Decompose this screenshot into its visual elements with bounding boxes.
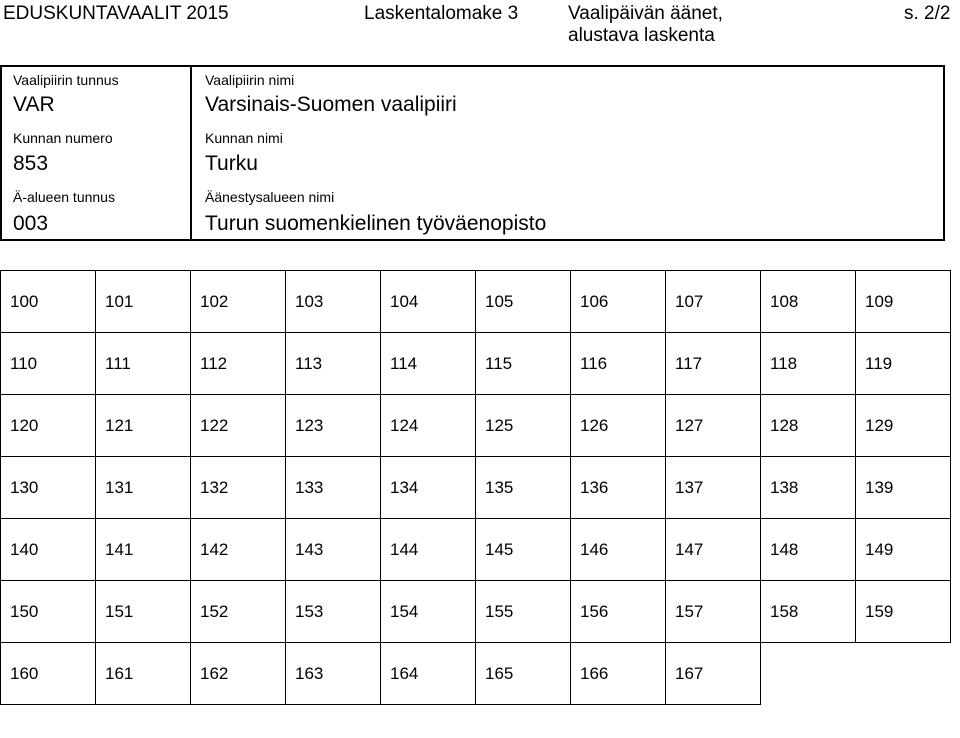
candidate-cell: 166 — [571, 643, 666, 705]
candidate-cell: 125 — [476, 395, 571, 457]
form-description-line2: alustava laskenta — [568, 25, 715, 46]
municipality-number: 853 — [13, 152, 49, 175]
grid-row — [1, 519, 951, 581]
candidate-cell: 118 — [761, 333, 856, 395]
candidate-cell: 137 — [666, 457, 761, 519]
candidate-cell: 102 — [191, 271, 286, 333]
candidate-cell: 165 — [476, 643, 571, 705]
candidate-cell: 105 — [476, 271, 571, 333]
candidate-cell: 141 — [96, 519, 191, 581]
polling-area-name: Turun suomenkielinen työväenopisto — [205, 212, 547, 235]
candidate-cell: 104 — [381, 271, 476, 333]
candidate-cell: 152 — [191, 581, 286, 643]
candidate-cell: 149 — [856, 519, 951, 581]
candidate-cell: 145 — [476, 519, 571, 581]
candidate-cell: 122 — [191, 395, 286, 457]
candidate-cell: 109 — [856, 271, 951, 333]
candidate-cell: 113 — [286, 333, 381, 395]
municipality-name-label: Kunnan nimi — [205, 130, 283, 146]
district-code: VAR — [13, 93, 55, 116]
form-description — [568, 3, 723, 47]
candidate-cell: 116 — [571, 333, 666, 395]
candidate-cell: 131 — [96, 457, 191, 519]
empty-cell — [856, 643, 951, 705]
candidate-cell: 147 — [666, 519, 761, 581]
candidate-cell: 159 — [856, 581, 951, 643]
candidate-cell: 154 — [381, 581, 476, 643]
candidate-cell: 162 — [191, 643, 286, 705]
polling-area-name-label: Äänestysalueen nimi — [205, 189, 335, 205]
candidate-cell: 143 — [286, 519, 381, 581]
candidate-cell: 101 — [96, 271, 191, 333]
candidate-cell: 135 — [476, 457, 571, 519]
candidate-cell: 106 — [571, 271, 666, 333]
candidate-cell: 148 — [761, 519, 856, 581]
candidate-cell: 127 — [666, 395, 761, 457]
election-title: EDUSKUNTAVAALIT 2015 — [3, 3, 229, 24]
candidate-cell: 134 — [381, 457, 476, 519]
candidate-cell: 151 — [96, 581, 191, 643]
candidate-cell: 114 — [381, 333, 476, 395]
grid-row — [1, 395, 951, 457]
district-name: Varsinais-Suomen vaalipiiri — [205, 93, 457, 116]
grid-row — [1, 333, 951, 395]
candidate-cell: 153 — [286, 581, 381, 643]
candidate-cell: 140 — [1, 519, 96, 581]
candidate-cell: 110 — [1, 333, 96, 395]
grid-row — [1, 581, 951, 643]
candidate-cell: 150 — [1, 581, 96, 643]
area-code: 003 — [13, 212, 49, 235]
candidate-cell: 120 — [1, 395, 96, 457]
candidate-cell: 111 — [96, 333, 191, 395]
candidate-cell: 107 — [666, 271, 761, 333]
grid-row — [1, 643, 951, 705]
candidate-cell: 112 — [191, 333, 286, 395]
candidate-cell: 136 — [571, 457, 666, 519]
candidate-cell: 117 — [666, 333, 761, 395]
candidate-cell: 128 — [761, 395, 856, 457]
candidate-cell: 161 — [96, 643, 191, 705]
candidate-cell: 124 — [381, 395, 476, 457]
candidate-cell: 108 — [761, 271, 856, 333]
grid-row — [1, 271, 951, 333]
candidate-cell: 163 — [286, 643, 381, 705]
grid-row — [1, 457, 951, 519]
candidate-cell: 115 — [476, 333, 571, 395]
info-box — [0, 65, 945, 241]
candidate-cell: 126 — [571, 395, 666, 457]
municipality-number-label: Kunnan numero — [13, 130, 113, 146]
area-code-label: Ä-alueen tunnus — [13, 189, 115, 205]
municipality-name: Turku — [205, 152, 258, 175]
candidate-cell: 155 — [476, 581, 571, 643]
candidate-cell: 138 — [761, 457, 856, 519]
info-box-divider — [190, 67, 192, 239]
district-name-label: Vaalipiirin nimi — [205, 72, 295, 88]
form-name: Laskentalomake 3 — [364, 3, 519, 24]
candidate-cell: 144 — [381, 519, 476, 581]
candidate-cell: 103 — [286, 271, 381, 333]
candidate-cell: 123 — [286, 395, 381, 457]
candidate-number-grid — [0, 270, 951, 705]
form-description-line1: Vaalipäivän äänet, — [568, 3, 723, 24]
candidate-cell: 130 — [1, 457, 96, 519]
page-number: s. 2/2 — [904, 3, 951, 24]
candidate-cell: 119 — [856, 333, 951, 395]
district-code-label: Vaalipiirin tunnus — [13, 72, 119, 88]
candidate-cell: 139 — [856, 457, 951, 519]
candidate-cell: 156 — [571, 581, 666, 643]
candidate-cell: 160 — [1, 643, 96, 705]
candidate-cell: 121 — [96, 395, 191, 457]
candidate-cell: 142 — [191, 519, 286, 581]
candidate-cell: 133 — [286, 457, 381, 519]
candidate-cell: 132 — [191, 457, 286, 519]
candidate-cell: 157 — [666, 581, 761, 643]
candidate-cell: 167 — [666, 643, 761, 705]
candidate-cell: 164 — [381, 643, 476, 705]
candidate-cell: 146 — [571, 519, 666, 581]
candidate-cell: 129 — [856, 395, 951, 457]
candidate-cell: 100 — [1, 271, 96, 333]
empty-cell — [761, 643, 856, 705]
candidate-cell: 158 — [761, 581, 856, 643]
